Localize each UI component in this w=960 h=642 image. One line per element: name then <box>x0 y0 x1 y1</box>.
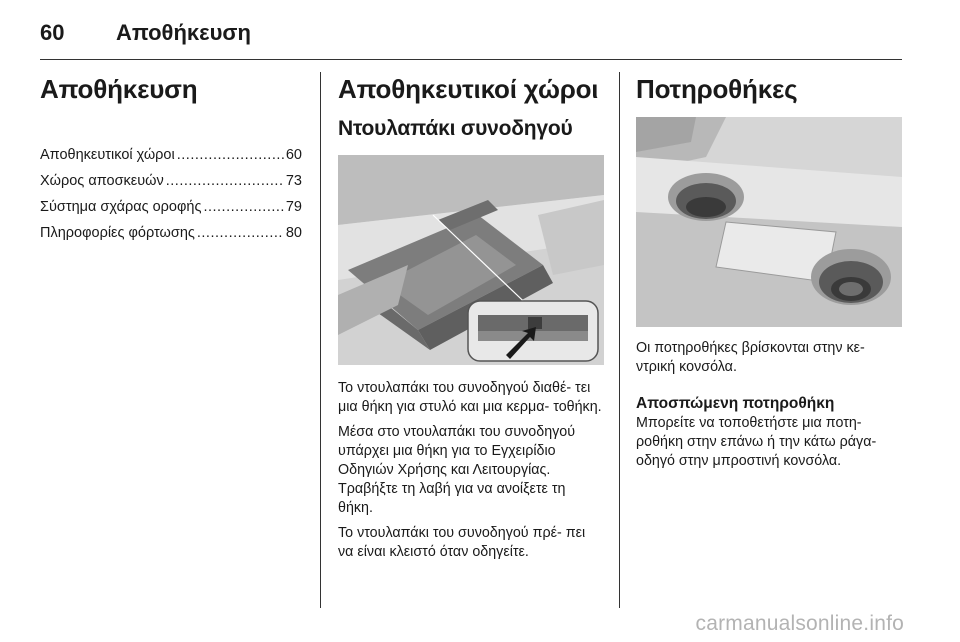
chapter-title: Αποθήκευση <box>40 74 198 104</box>
glovebox-paragraph-1: Το ντουλαπάκι του συνοδηγού διαθέ- τει μια θήκη για στυλό και μια κερμα- τοθήκη. <box>338 380 602 415</box>
storage-compartments-column <box>338 60 604 562</box>
page-number: 60 <box>40 20 65 45</box>
toc-entry-page: 60 <box>285 147 302 163</box>
toc-entry-title: Σύστημα σχάρας οροφής <box>40 199 202 215</box>
cup-holders-column <box>636 60 902 471</box>
toc-entry[interactable] <box>40 173 302 199</box>
toc-leader <box>203 199 283 215</box>
chapter-column <box>40 60 302 251</box>
toc-entry[interactable] <box>40 199 302 225</box>
removable-cupholder-paragraph: Μπορείτε να τοποθετήστε μια ποτη- ροθήκη στην επάνω ή την κάτω ράγα- οδηγό στην μπροστινή κονσόλα. <box>636 415 877 469</box>
toc-entry-title: Χώρος αποσκευών <box>40 173 164 189</box>
toc-entry-title: Πληροφορίες φόρτωσης <box>40 225 195 241</box>
column-divider-2 <box>619 72 620 608</box>
running-title: Αποθήκευση <box>116 20 251 45</box>
toc-leader <box>166 173 284 189</box>
toc-entry-page: 79 <box>285 199 302 215</box>
toc-leader <box>177 147 284 163</box>
section-title: Αποθηκευτικοί χώροι <box>338 74 599 104</box>
subsection-title-removable-cupholder: Αποσπώμενη ποτηροθήκη <box>636 395 835 412</box>
glovebox-illustration <box>338 155 604 365</box>
toc-entry-title: Αποθηκευτικοί χώροι <box>40 147 175 163</box>
page-header <box>40 20 920 60</box>
subsection-title: Ντουλαπάκι συνοδηγού <box>338 117 573 140</box>
watermark: carmanualsonline.info <box>695 612 904 635</box>
cupholder-paragraph: Οι ποτηροθήκες βρίσκονται στην κε- ντρική κονσόλα. <box>636 340 865 375</box>
toc-entry-page: 80 <box>285 225 302 241</box>
cupholder-illustration <box>636 117 902 327</box>
toc-entry-page: 73 <box>285 173 302 189</box>
toc-entry[interactable] <box>40 225 302 251</box>
toc-leader <box>197 225 284 241</box>
glovebox-paragraph-3: Το ντουλαπάκι του συνοδηγού πρέ- πει να είναι κλειστό όταν οδηγείτε. <box>338 525 586 560</box>
toc-entry[interactable] <box>40 147 302 173</box>
table-of-contents <box>40 147 302 251</box>
section-title-cupholders: Ποτηροθήκες <box>636 74 798 104</box>
column-divider-1 <box>320 72 321 608</box>
glovebox-paragraph-2: Μέσα στο ντουλαπάκι του συνοδηγού υπάρχει μια θήκη για το Εγχειρίδιο Οδηγιών Χρήσης και Λειτουργίας. Τραβήξτε τη λαβή για να ανοίξετε τη θήκη. <box>338 424 576 516</box>
